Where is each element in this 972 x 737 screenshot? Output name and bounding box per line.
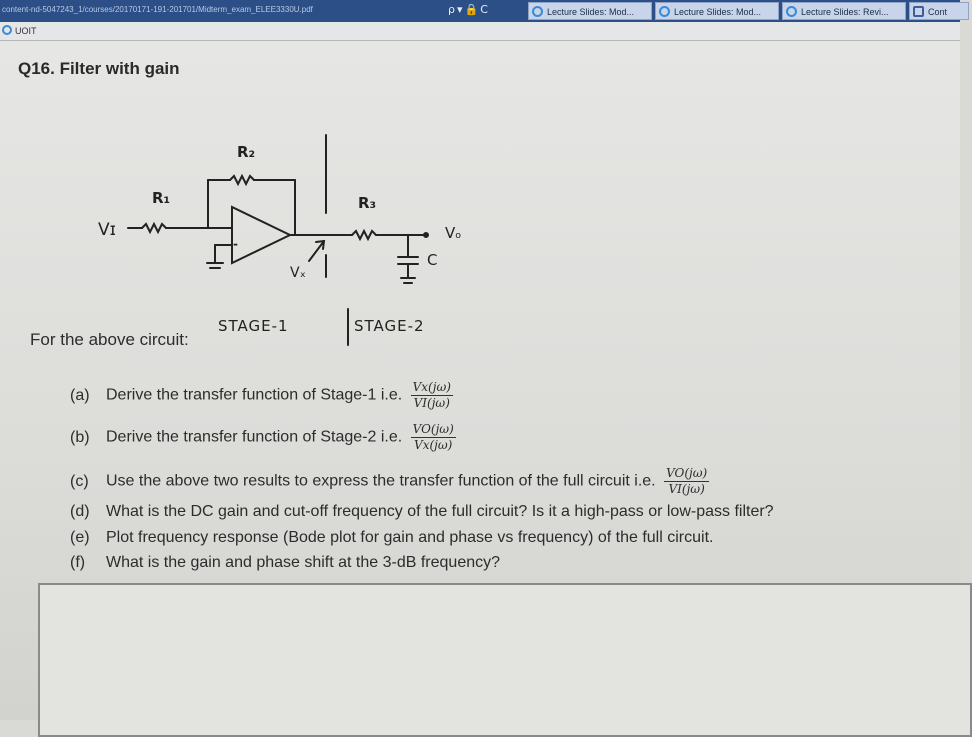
fraction-numerator: VO(jω) [666, 466, 708, 480]
browser-tab-2[interactable] [655, 2, 779, 20]
vx-label: Vₓ [290, 265, 306, 281]
fraction-denominator: Vx(jω) [414, 438, 453, 452]
part-text: Use the above two results to express the transfer function of the full circuit i.e. [106, 472, 656, 490]
part-text: Derive the transfer function of Stage-2 i.e. [106, 428, 403, 446]
stage1-label: STAGE-1 [218, 317, 289, 335]
part-d [70, 503, 774, 521]
part-b [70, 422, 456, 453]
browser-top-bar [0, 0, 960, 22]
fraction-denominator: VI(jω) [413, 396, 450, 410]
fraction-numerator: VO(jω) [412, 422, 454, 436]
part-a [70, 380, 453, 411]
part-e [70, 529, 713, 547]
transfer-fraction [664, 466, 709, 497]
fraction-denominator: VI(jω) [668, 482, 705, 496]
part-text: Plot frequency response (Bode plot for gain and phase vs frequency) of the full circuit. [106, 529, 714, 546]
tab-label: Lecture Slides: Revi... [801, 7, 889, 17]
ie-icon [532, 6, 543, 17]
part-label: (c) [70, 472, 89, 490]
part-label: (a) [70, 386, 90, 404]
r2-label: R₂ [237, 143, 256, 161]
part-label: (d) [70, 503, 90, 520]
address-bar-controls-icon[interactable]: ρ▾🔒C [448, 3, 490, 16]
stage2-label: STAGE-2 [354, 317, 425, 335]
browser-tab-1[interactable] [528, 2, 652, 20]
browser-tab-3[interactable] [782, 2, 906, 20]
transfer-fraction [411, 380, 453, 411]
vin-label: Vɪ [98, 220, 116, 240]
r3-label: R₃ [358, 194, 377, 212]
page-icon [913, 6, 924, 17]
question-title: Q16. Filter with gain [18, 59, 180, 78]
part-text: Derive the transfer function of Stage-1 i.e. [106, 386, 403, 404]
vout-label: Vₒ [445, 224, 462, 242]
part-label: (b) [70, 428, 90, 446]
question-intro: For the above circuit: [30, 330, 189, 349]
part-label: (e) [70, 529, 90, 546]
favorites-bar [0, 22, 960, 41]
r1-label: R₁ [152, 189, 171, 207]
address-bar[interactable]: content-nd-5047243_1/courses/20170171-191-201701/Midterm_exam_ELEE3330U.pdf [2, 5, 313, 14]
part-c [70, 466, 709, 497]
favorite-label: UOIT [15, 26, 37, 36]
tab-label: Cont [928, 7, 948, 17]
ie-icon [786, 6, 797, 17]
fraction-numerator: Vx(jω) [412, 380, 451, 394]
ie-icon [659, 6, 670, 17]
opamp-minus-label: - [233, 237, 238, 251]
tab-label: Lecture Slides: Mod... [547, 7, 635, 17]
part-text: What is the gain and phase shift at the 3-dB frequency? [106, 554, 501, 571]
capacitor-label: C [427, 251, 438, 269]
circuit-diagram [90, 85, 470, 335]
browser-tab-4[interactable] [909, 2, 969, 20]
pdf-page [0, 41, 960, 720]
part-f [70, 554, 500, 572]
answer-box[interactable] [38, 583, 972, 737]
ie-icon [2, 25, 12, 35]
transfer-fraction [411, 422, 456, 453]
part-text: What is the DC gain and cut-off frequency of the full circuit? Is it a high-pass or low-pass filter? [106, 503, 774, 520]
favorite-uoit[interactable] [2, 24, 37, 38]
tab-label: Lecture Slides: Mod... [674, 7, 762, 17]
part-label: (f) [70, 554, 86, 571]
